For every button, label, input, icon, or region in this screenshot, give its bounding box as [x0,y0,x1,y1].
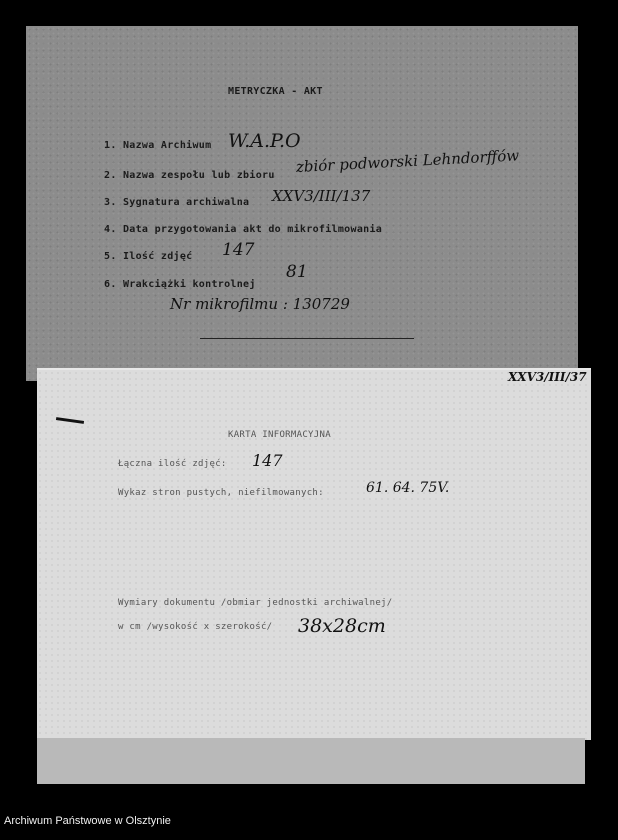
field-count-value: 147 [222,240,255,260]
archive-caption: Archiwum Państwowe w Olsztynie [4,815,171,827]
microfilm-number: Nr mikrofilmu : 130729 [170,295,350,313]
field-control-label: 6. Wrakciążki kontrolnej [104,279,256,290]
field-archive-value: W.A.P.O [228,130,301,152]
field-control-value: 81 [286,262,308,282]
field-signature-label: 3. Sygnatura archiwalna [104,197,250,208]
karta-sheet [37,368,591,740]
field-archive-label: 1. Nazwa Archiwum [104,140,212,151]
field-date-label: 4. Data przygotowania akt do mikrofilmowania [104,224,383,235]
field-collection-value: zbiór podworski Lehndorffów [295,146,520,176]
karta-blank-value: 61. 64. 75V. [366,480,450,496]
karta-title: KARTA INFORMACYJNA [228,430,331,440]
karta-dimensions-label-2: w cm /wysokość x szerokość/ [118,622,273,632]
karta-total-label: Łączna ilość zdjęć: [118,459,227,469]
field-count-label: 5. Ilość zdjęć [104,251,193,262]
field-signature-value: XXV3/III/137 [272,187,371,205]
karta-dimensions-label-1: Wymiary dokumentu /obmiar jednostki archiwalnej/ [118,598,393,608]
signature-line [200,338,414,339]
karta-sheet-edge [37,738,585,784]
karta-corner-signature: XXV3/III/37 [508,370,587,384]
metryczka-title: METRYCZKA - AKT [228,86,323,97]
karta-blank-label: Wykaz stron pustych, niefilmowanych: [118,488,324,498]
field-collection-label: 2. Nazwa zespołu lub zbioru [104,170,275,181]
karta-total-value: 147 [252,451,283,470]
karta-dimensions-value: 38x28cm [298,615,386,637]
